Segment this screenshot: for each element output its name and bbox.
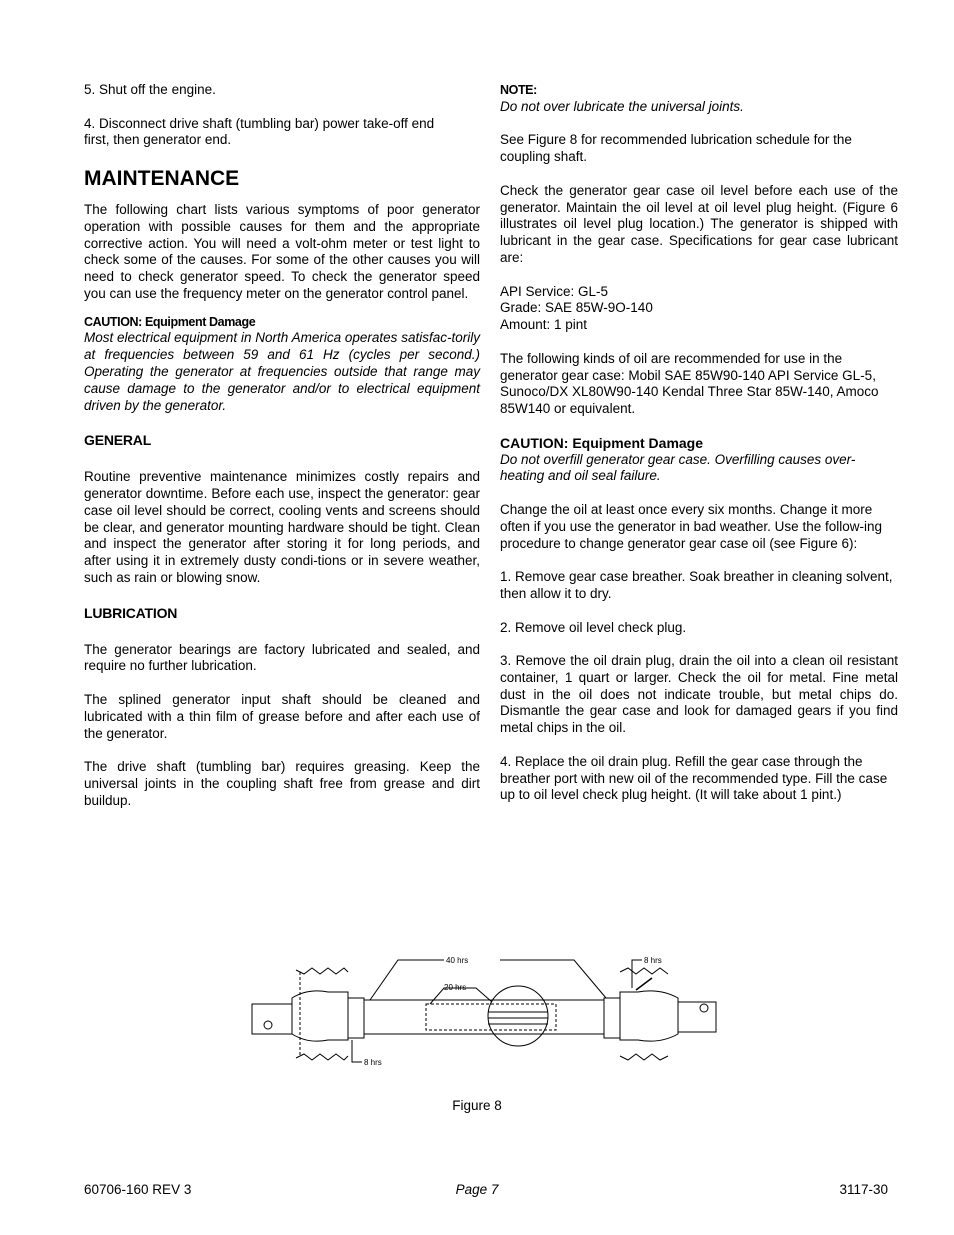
leader-8-top (632, 960, 642, 988)
caution-block-overfill (500, 435, 898, 485)
lubrication-input-shaft: The splined generator input shaft should be cleaned and lubricated with a thin film of grease before and after each use of the generator. (84, 691, 480, 741)
step-4-disconnect (84, 116, 480, 150)
footer-model-number: 3117-30 (839, 1182, 888, 1197)
caution-title: CAUTION: Equipment Damage (84, 314, 256, 329)
step-4-line-2: first, then generator end. (84, 132, 232, 148)
left-bolt (264, 1021, 272, 1029)
step-4-line-1: 4. Disconnect drive shaft (tumbling bar) power take-off end (84, 115, 435, 131)
figure-caption: Figure 8 (452, 1098, 502, 1113)
right-jaw-top (620, 968, 668, 974)
leader-40-left (370, 960, 444, 1000)
leader-40-right (500, 960, 606, 998)
general-body: Routine preventive maintenance minimizes costly repairs and generator downtime. Before each use, inspect the generator: gear case oil level should be correct, cooling vents and screens should be clear, and generator mounting hardware should be tight. Clean and inspect the generator after storing it for long periods, and after using it in extremely dusty condi-tions or in severe weather, such as rain or blowing snow. (84, 469, 480, 585)
label-8-hrs-bottom: 8 hrs (364, 1058, 382, 1067)
spec-grade: Grade: SAE 85W-9O-140 (500, 300, 653, 316)
left-collar (348, 998, 364, 1038)
caution-block-frequency (84, 314, 480, 415)
note-block (500, 82, 898, 116)
change-oil-paragraph: Change the oil at least once every six months. Change it more often if you use the generator in bad weather. Use the follow-ing procedure to change generator gear case oil (see Figure 6): (500, 501, 882, 551)
note-title: NOTE: (500, 83, 537, 97)
label-8-hrs-top: 8 hrs (644, 956, 662, 965)
step-2-check-plug: 2. Remove oil level check plug. (500, 619, 687, 635)
caution-body: Most electrical equipment in North America operates satisfac-torily at frequencies between 59 and 61 Hz (cycles per second.) Operating the generator at frequencies outside that range may cause damage to the generator and/or to electrical equipment driven by the generator. (84, 330, 480, 413)
left-yoke-block (252, 1004, 292, 1034)
left-jaw-bottom (296, 1054, 348, 1060)
caution-title-2: CAUTION: Equipment Damage (500, 434, 704, 451)
right-column (500, 82, 898, 821)
label-20-hrs: 20 hrs (444, 983, 467, 992)
coupling-shaft-diagram (248, 948, 724, 1070)
footer-doc-number: 60706-160 REV 3 (84, 1182, 192, 1197)
shaft-tube (364, 1000, 604, 1034)
right-yoke-block (678, 1002, 716, 1032)
right-collar (604, 998, 620, 1038)
left-column (84, 82, 480, 826)
caution-body-2: Do not overfill generator gear case. Overfilling causes over-heating and oil seal failure. (500, 451, 856, 484)
note-body: Do not over lubricate the universal joints. (500, 98, 744, 114)
right-bolt (700, 1004, 708, 1012)
inner-tube (426, 1004, 556, 1030)
lubricant-specs (500, 284, 898, 334)
right-jaw-bottom (620, 1054, 668, 1060)
recommended-oils-paragraph: The following kinds of oil are recommended for use in the generator gear case: Mobil SAE 85W90-140 API Service GL-5, Sunoco/DX XL80W90-140 Kendal Three Star 85W-140, Amoco 85W140 or equivalent. (500, 350, 879, 417)
lubrication-heading: LUBRICATION (84, 604, 178, 621)
spec-api: API Service: GL-5 (500, 283, 609, 299)
detail-circle (488, 986, 548, 1046)
lubrication-drive-shaft: The drive shaft (tumbling bar) requires greasing. Keep the universal joints in the coupling shaft free from grease and dirt buildup. (84, 759, 480, 808)
check-oil-paragraph: Check the generator gear case oil level before each use of the generator. Maintain the oil level at oil level plug height. (Figure 6 illustrates oil level plug location.) The generator is shipped with lubricant in the gear case. Specifications for gear case lubricant are: (500, 182, 898, 265)
step-5: 5. Shut off the engine. (84, 82, 216, 97)
footer-page-number: Page 7 (455, 1182, 499, 1197)
maintenance-intro: The following chart lists various symptoms of poor generator operation with possible causes for them and the appropriate corrective action. You will need a volt-ohm meter or test light to check some of the causes. For some of the other causes you will need to check generator speed. To check the generator speed you can use the frequency meter on the generator control panel. (84, 201, 480, 301)
label-40-hrs: 40 hrs (446, 956, 469, 965)
step-4-refill: 4. Replace the oil drain plug. Refill the gear case through the breather port with new oil of the recommended type. Fill the case up to oil level check plug height. (It will take about 1 pint.) (500, 753, 888, 803)
general-heading: GENERAL (84, 432, 152, 449)
see-figure-paragraph: See Figure 8 for recommended lubrication schedule for the coupling shaft. (500, 132, 852, 165)
maintenance-heading: MAINTENANCE (84, 166, 240, 190)
spec-amount: Amount: 1 pint (500, 317, 588, 333)
right-universal-joint (620, 991, 678, 1041)
step-3-drain: 3. Remove the oil drain plug, drain the oil into a clean oil resistant container, 1 quart or larger. Check the oil for metal. Fine metal dust in the oil does not indicate trouble, but metal chips do. Dismantle the gear case and look for damaged gears if you find metal chips in the oil. (500, 653, 898, 736)
leader-8-bottom (352, 1040, 362, 1062)
step-1-breather: 1. Remove gear case breather. Soak breather in cleaning solvent, then allow it to dry. (500, 569, 893, 601)
lubrication-bearings: The generator bearings are factory lubricated and sealed, and require no further lubrication. (84, 641, 480, 674)
left-jaw-top (296, 968, 348, 974)
